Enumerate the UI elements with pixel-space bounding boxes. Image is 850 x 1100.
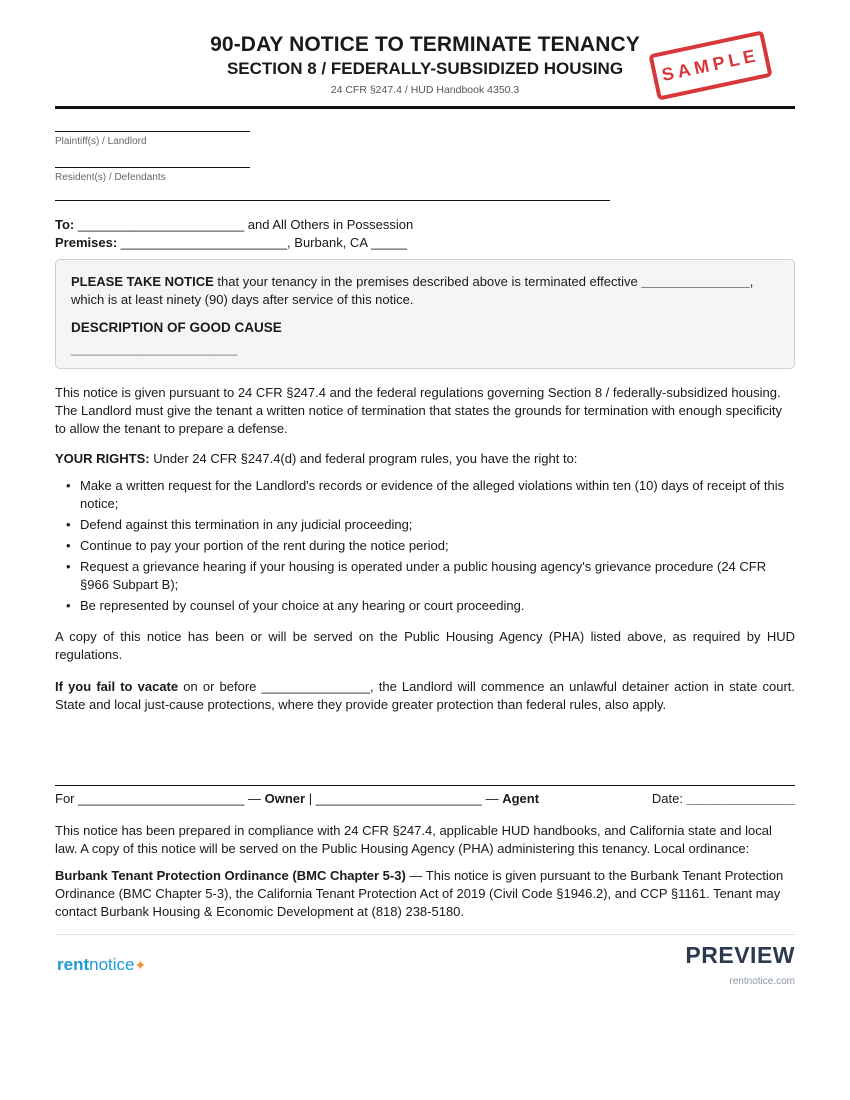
logo-notice: notice bbox=[89, 955, 135, 974]
date-label: Date: bbox=[651, 791, 687, 806]
rights-list bbox=[55, 477, 795, 615]
plaintiff-label: Plaintiff(s) / Landlord bbox=[55, 136, 147, 147]
resident-field bbox=[55, 167, 250, 183]
preview-label: PREVIEW bbox=[685, 942, 795, 968]
date-blank: _______________ bbox=[686, 791, 795, 806]
premises-value: _______________________, Burbank, CA _____ bbox=[117, 235, 408, 250]
logo-rent: rent bbox=[57, 955, 90, 974]
signature-divider bbox=[55, 785, 795, 786]
for-label: For _______________________ — bbox=[55, 791, 265, 806]
rights-list-container bbox=[55, 477, 795, 618]
rentnotice-logo[interactable] bbox=[57, 955, 146, 975]
caption-divider bbox=[55, 200, 610, 201]
signer-separator: | _______________________ — bbox=[305, 791, 503, 806]
plaintiff-field bbox=[55, 131, 250, 147]
compliance-paragraph: This notice has been prepared in compliance with 24 CFR §247.4, applicable HUD handbooks, and California state and local law. A copy of this notice will be served on the Public Housing Agency (PHA) administering this tenancy. Local ordinance: bbox=[55, 823, 772, 856]
rights-list-item: • Defend against this termination in any judicial proceeding; bbox=[55, 516, 795, 534]
notice-statement bbox=[71, 273, 779, 309]
footer-divider bbox=[55, 934, 795, 935]
signature-row bbox=[55, 790, 795, 808]
premises-label: Premises: bbox=[55, 235, 118, 250]
to-line bbox=[55, 216, 413, 234]
effective-date-blank: _______________ bbox=[641, 274, 750, 289]
notice-text: that your tenancy in the premises described above is terminated effective bbox=[213, 274, 642, 289]
pha-copy-paragraph: A copy of this notice has been or will be served on the Public Housing Agency (PHA) listed above, as required by HUD regulations. bbox=[55, 629, 795, 662]
good-cause-heading: DESCRIPTION OF GOOD CAUSE bbox=[71, 320, 282, 335]
ordinance-paragraph bbox=[55, 867, 795, 921]
document-page bbox=[55, 0, 795, 987]
premises-line bbox=[55, 234, 413, 252]
notice-lead: PLEASE TAKE NOTICE bbox=[71, 274, 214, 289]
signer-field bbox=[55, 790, 539, 808]
owner-label: Owner bbox=[264, 791, 306, 806]
sample-stamp: SAMPLE bbox=[648, 30, 772, 100]
date-field bbox=[652, 790, 795, 808]
document-title: 90-DAY NOTICE TO TERMINATE TENANCY bbox=[210, 33, 640, 56]
agent-label: Agent bbox=[502, 791, 540, 806]
rights-lead: YOUR RIGHTS: bbox=[55, 451, 150, 466]
fail-lead: If you fail to vacate bbox=[55, 679, 179, 694]
rights-list-item: • Continue to pay your portion of the rent during the notice period; bbox=[55, 537, 795, 555]
rights-list-item: • Make a written request for the Landlord's records or evidence of the alleged violations within ten (10) days of receipt of this notice; bbox=[55, 477, 795, 513]
authority-paragraph: This notice is given pursuant to 24 CFR §247.4 and the federal regulations governing Section 8 / federally-subsidized housing. The Landlord must give the tenant a written notice of termination that states the grounds for termination with enough specificity to allow the tenant to prepare a defense. bbox=[55, 385, 782, 436]
resident-signature-line bbox=[55, 167, 250, 168]
rights-intro-text: Under 24 CFR §247.4(d) and federal program rules, you have the right to: bbox=[149, 451, 578, 466]
rights-intro bbox=[55, 450, 795, 468]
good-cause-blank: _______________________ bbox=[71, 341, 238, 356]
notice-box bbox=[55, 259, 795, 369]
ordinance-lead: Burbank Tenant Protection Ordinance (BMC Chapter 5-3) bbox=[55, 868, 406, 883]
rights-list-item: • Request a grievance hearing if your housing is operated under a public housing agency's grievance procedure (24 CFR §966 Subpart B); bbox=[55, 558, 795, 594]
ordinance-text: — This notice is given pursuant to the Burbank Tenant Protection Ordinance (BMC Chapter 5-3), the California Tenant Protection Act of 2019 (Civil Code §1946.2), and CCP §1161. Tenant may contact Burbank Housing & Economic Development at (818) 238-5180. bbox=[55, 868, 784, 919]
fail-text: on or before _______________, the Landlord will commence an unlawful detainer action in state court. State and local just-cause protections, where they provide greater protection than federal rules, also apply. bbox=[55, 679, 795, 712]
site-link[interactable]: rentnotice.com bbox=[729, 976, 795, 987]
to-value: _______________________ and All Others in Possession bbox=[74, 217, 414, 232]
fail-to-vacate-paragraph bbox=[55, 678, 795, 714]
rights-list-item: • Be represented by counsel of your choice at any hearing or court proceeding. bbox=[55, 597, 795, 615]
legal-citation: 24 CFR §247.4 / HUD Handbook 4350.3 bbox=[330, 84, 520, 96]
plaintiff-signature-line bbox=[55, 131, 250, 132]
resident-label: Resident(s) / Defendants bbox=[55, 172, 166, 183]
document-header bbox=[55, 0, 795, 109]
document-subtitle: SECTION 8 / FEDERALLY-SUBSIDIZED HOUSING bbox=[226, 59, 624, 78]
addressee-block bbox=[55, 216, 413, 252]
sparkle-icon: ✦ bbox=[134, 957, 147, 973]
notice-text-end: , which is at least ninety (90) days after service of this notice. bbox=[71, 274, 754, 307]
to-label: To: bbox=[55, 217, 75, 232]
